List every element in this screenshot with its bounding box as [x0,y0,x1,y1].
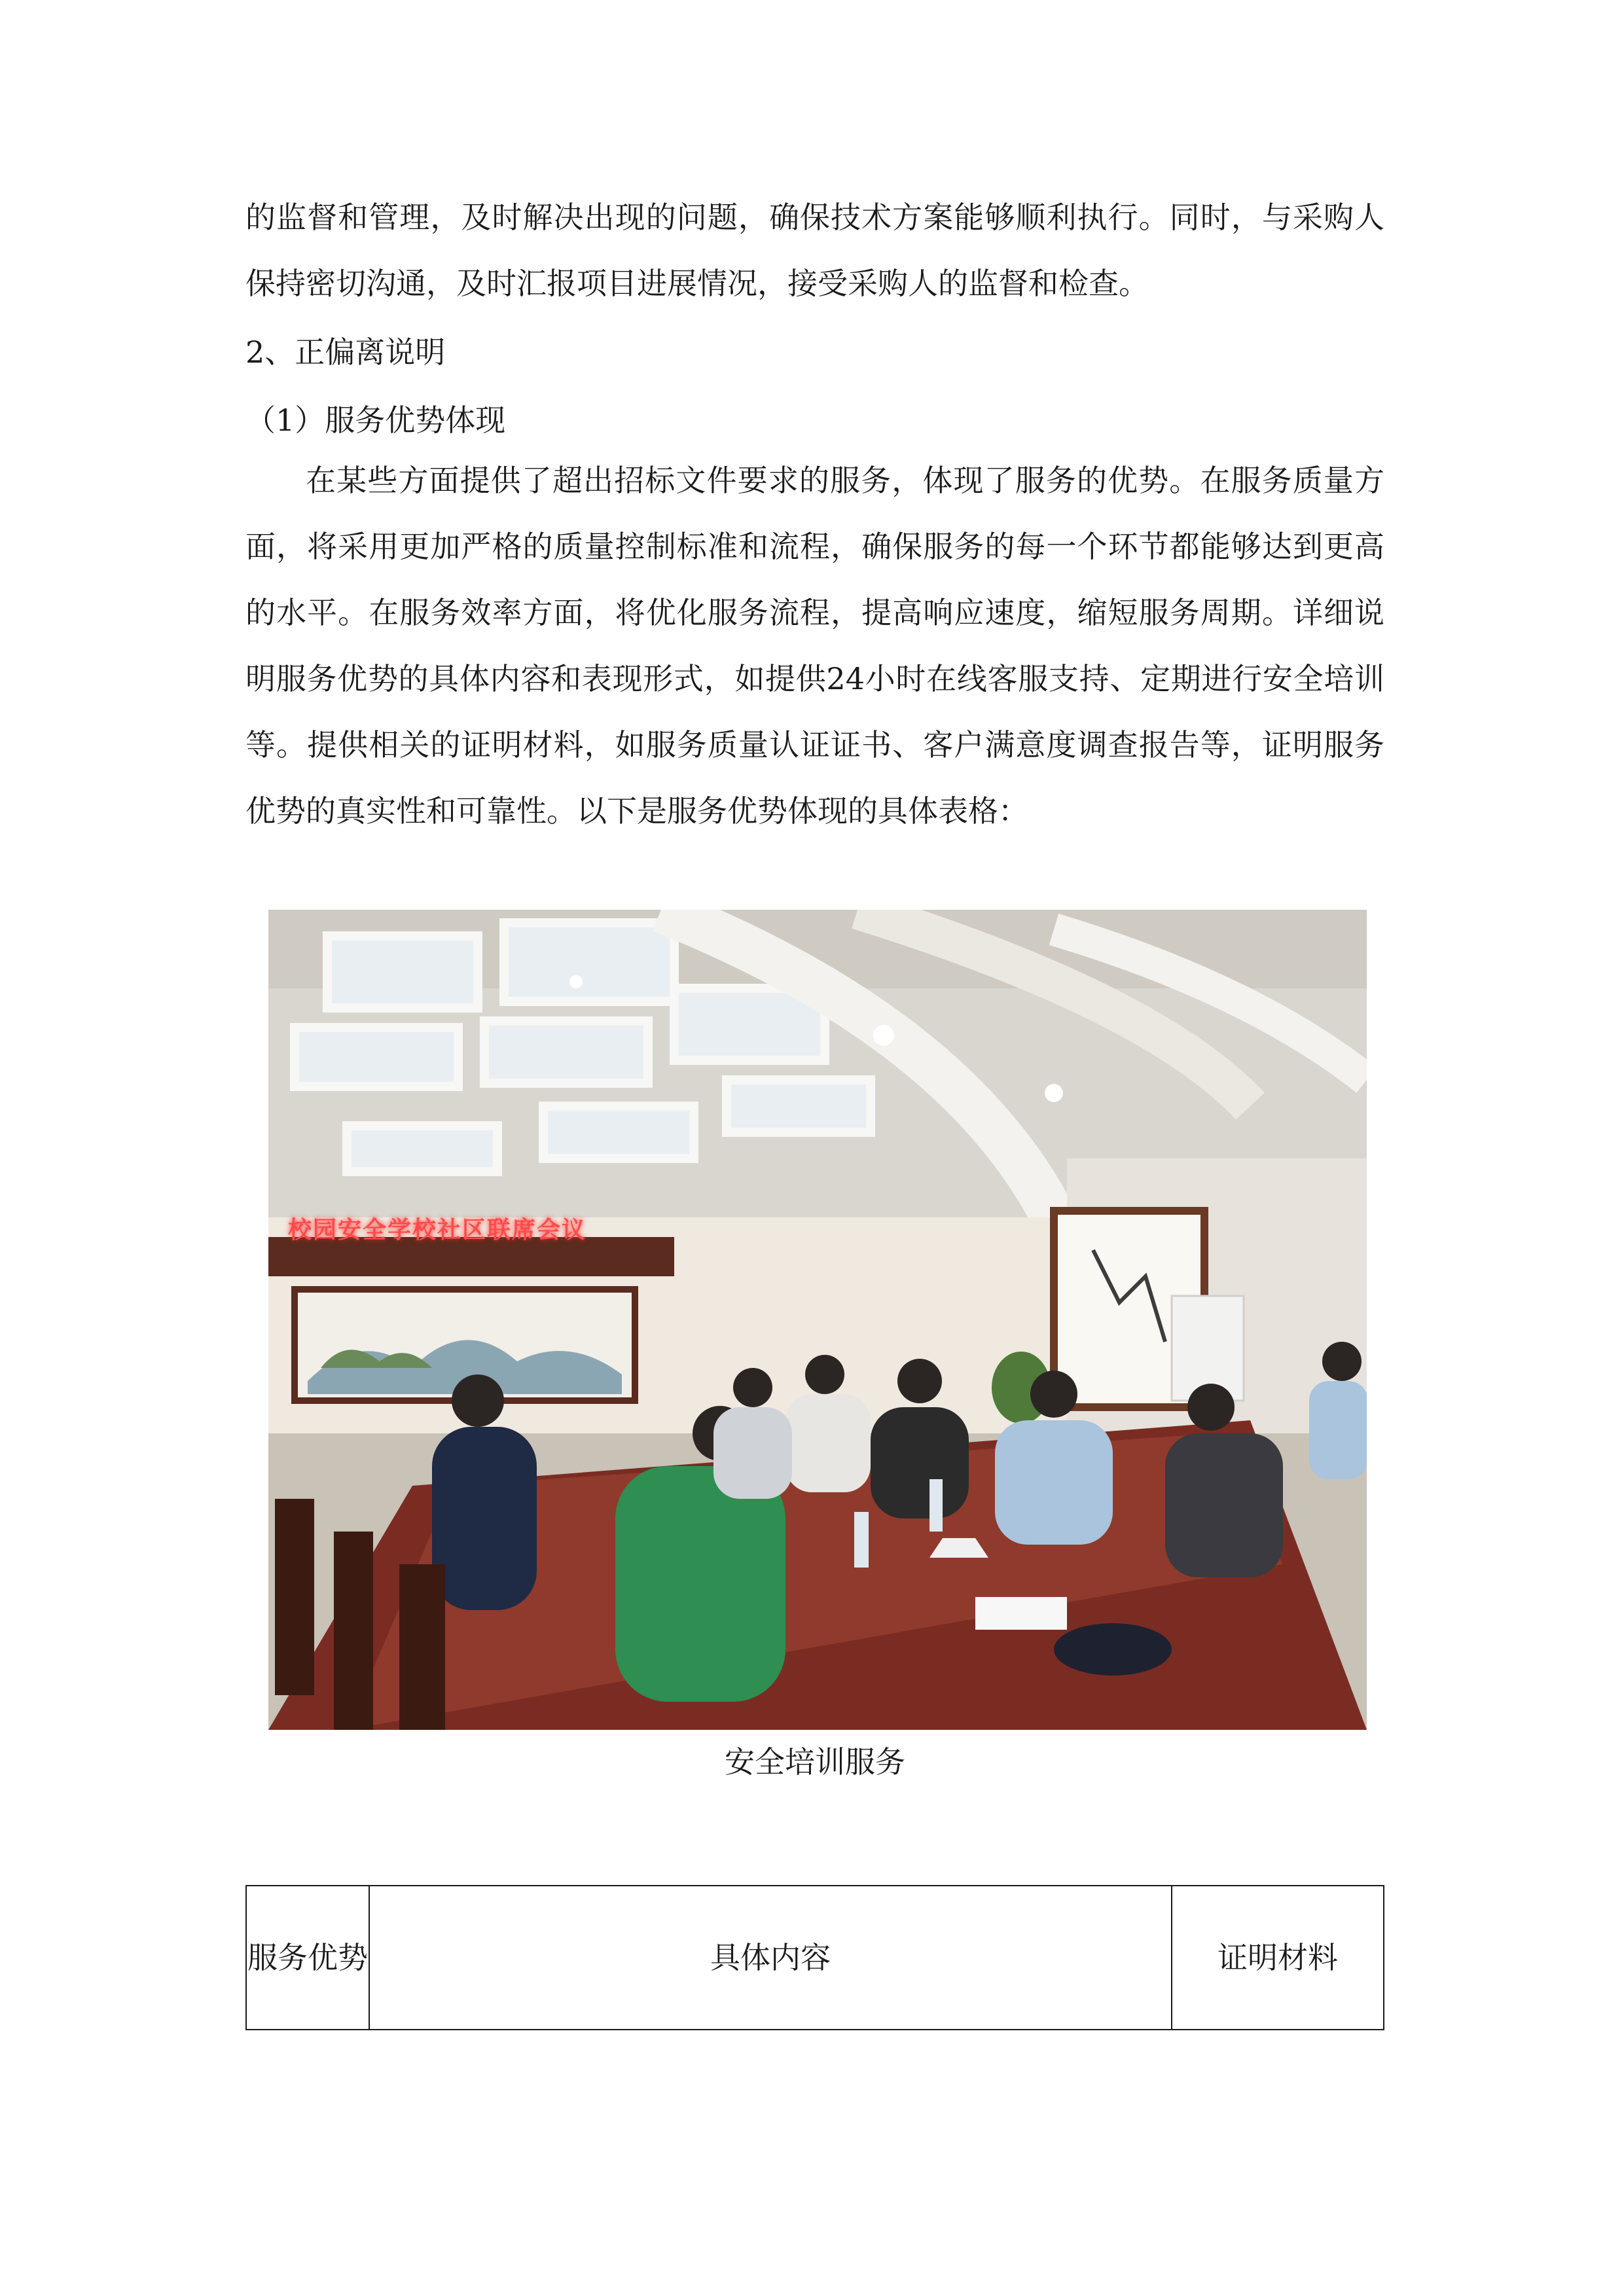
table-header-row [246,1886,1384,2030]
subsection-heading: （1）服务优势体现 [245,403,506,438]
paragraph: 的监督和管理，及时解决出现的问题，确保技术方案能够顺利执行。同时，与采购人保持密切沟通，及时汇报项目进展情况，接受采购人的监督和检查。 [245,200,1384,301]
led-banner: 校园安全学校社区联席会议 [288,1217,587,1244]
paragraph: 在某些方面提供了超出招标文件要求的服务，体现了服务的优势。在服务质量方面，将采用更加严格的质量控制标准和流程，确保服务的每一个环节都能够达到更高的水平。在服务效率方面，将优化服务流程，提高响应速度，缩短服务周期。详细说明服务优势的具体内容和表现形式，如提供24小时在线客服支持、定期进行安全培训等。提供相关的证明材料，如服务质量认证证书、客户满意度调查报告等，证明服务优势的真实性和可靠性。以下是服务优势体现的具体表格： [245,463,1384,829]
photo-caption: 安全培训服务 [725,1744,905,1780]
service-advantage-table [245,1885,1384,2030]
meeting-photo [268,910,1367,1730]
header-cell: 证明材料 [1172,1886,1384,2030]
section-heading: 2、正偏离说明 [245,334,446,370]
header-cell: 服务优势 [246,1886,369,2030]
header-cell: 具体内容 [369,1886,1172,2030]
